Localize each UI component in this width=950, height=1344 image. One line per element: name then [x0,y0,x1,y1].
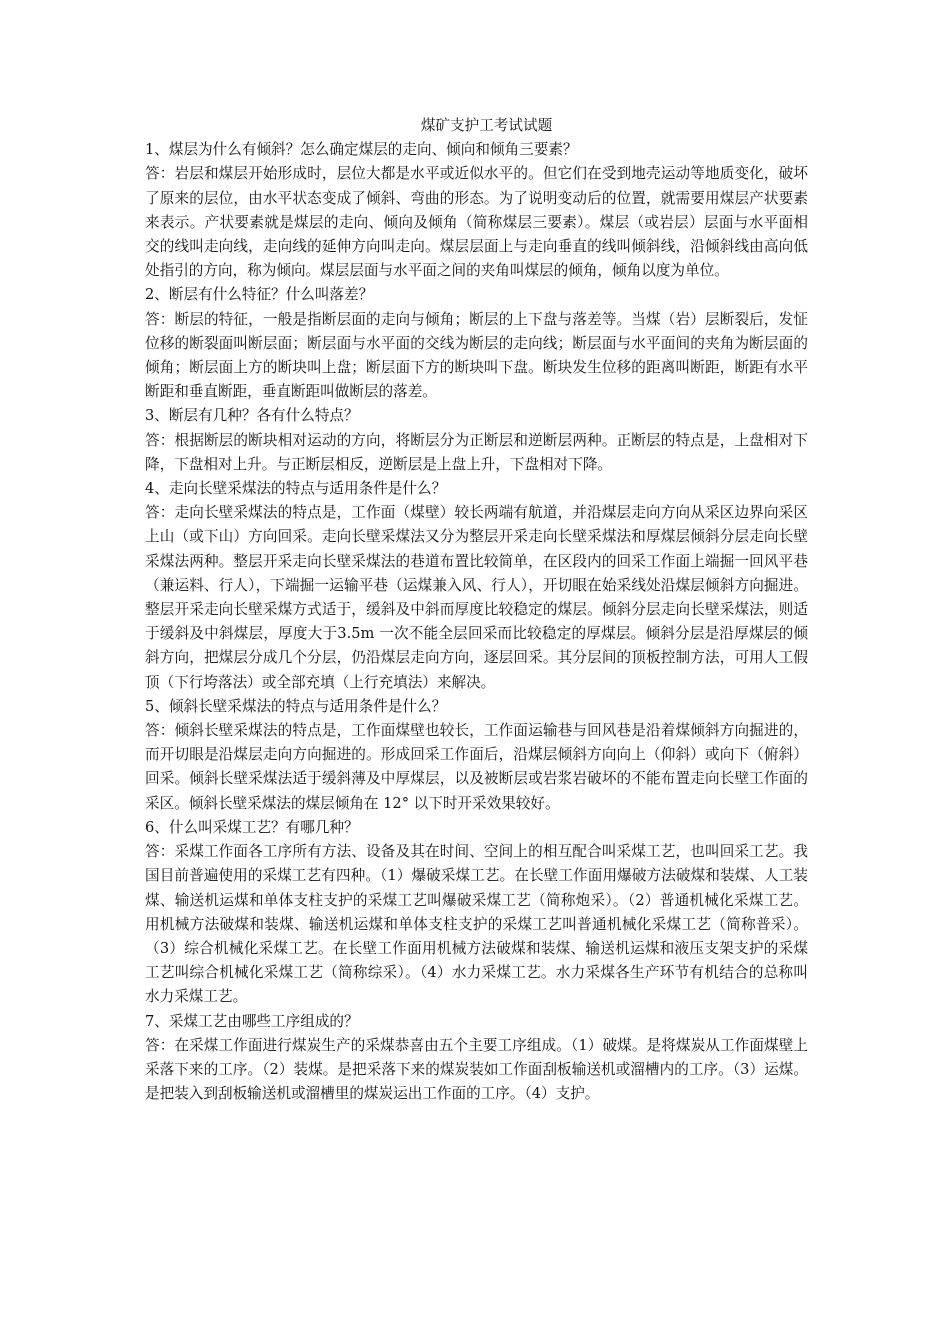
question-7: 7、采煤工艺由哪些工序组成的？ [145,1012,359,1030]
answer-5: 答：倾斜长壁采煤法的特点是，工作面煤壁也较长，工作面运输巷与回风巷是沿着煤倾斜方向掘进的，而开切眼是沿煤层走向方向掘进的。形成回采工作面后，沿煤层倾斜方向向上（仰斜）或向下（俯斜）回采。倾斜长壁采煤法适于缓斜薄及中厚煤层，以及被断层或岩浆岩破坏的不能布置走向长壁工作面的采区。倾斜长壁采煤法的煤层倾角在 12° 以下时开采效果较好。 [145,722,808,812]
question-5: 5、倾斜长壁采煤法的特点与适用条件是什么？ [145,697,447,715]
question-3: 3、断层有几种？各有什么特点？ [145,407,359,425]
answer-7: 答：在采煤工作面进行煤炭生产的采煤恭喜由五个主要工序组成。（1）破煤。是将煤炭从工作面煤壁上采落下来的工序。（2）装煤。是把采落下来的煤炭装如工作面刮板输送机或溜槽内的工序。（3）运煤。是把装入到刮板输送机或溜槽里的煤炭运出工作面的工序。（4）支护。 [145,1036,808,1103]
question-2: 2、断层有什么特征？什么叫落差？ [145,286,374,304]
question-6: 6、什么叫采煤工艺？有哪几种？ [145,818,359,836]
question-1: 1、煤层为什么有倾斜？怎么确定煤层的走向、倾向和倾角三要素？ [145,141,578,159]
answer-2: 答：断层的特征，一般是指断层面的走向与倾角；断层的上下盘与落差等。当煤（岩）层断裂后，发怔位移的断裂面叫断层面；断层面与水平面的交线为断层的走向线；断层面与水平面间的夹角为断层面的倾角；断层面上方的断块叫上盘；断层面下方的断块叫下盘。断块发生位移的距离叫断距，断距有水平断距和垂直断距，垂直断距叫做断层的落差。 [145,310,808,401]
question-4: 4、走向长壁采煤法的特点与适用条件是什么？ [145,480,447,498]
answer-1: 答：岩层和煤层开始形成时，层位大都是水平或近似水平的。但它们在受到地壳运动等地质变化，破坏了原来的层位，由水平状态变成了倾斜、弯曲的形态。为了说明变动后的位置，就需要用煤层产状要素来表示。产状要素就是煤层的走向、倾向及倾角（简称煤层三要素）。煤层（或岩层）层面与水平面相交的线叫走向线，走向线的延伸方向叫走向。煤层层面上与走向垂直的线叫倾斜线，沿倾斜线由高向低处指引的方向，称为倾向。煤层层面与水平面之间的夹角叫煤层的倾角，倾角以度为单位。 [145,165,808,280]
document-page [145,114,808,1106]
answer-6: 答：采煤工作面各工序所有方法、设备及其在时间、空间上的相互配合叫采煤工艺，也叫回采工艺。我国目前普遍使用的采煤工艺有四种。（1）爆破采煤工艺。在长壁工作面用爆破方法破煤和装煤、人工装煤、输送机运煤和单体支柱支护的采煤工艺叫爆破采煤工艺（简称炮采）。（2）普通机械化采煤工艺。用机械方法破煤和装煤、输送机运煤和单体支柱支护的采煤工艺叫普通机械化采煤工艺（简称普采）。（3）综合机械化采煤工艺。在长壁工作面用机械方法破煤和装煤、输送机运煤和液压支架支护的采煤工艺叫综合机械化采煤工艺（简称综采）。（4）水力采煤工艺。水力采煤各生产环节有机结合的总称叫水力采煤工艺。 [145,843,808,1006]
answer-3: 答：根据断层的断块相对运动的方向，将断层分为正断层和逆断层两种。正断层的特点是，上盘相对下降，下盘相对上升。与正断层相反，逆断层是上盘上升，下盘相对下降。 [145,431,808,473]
document-title: 煤矿支护工考试试题 [420,117,553,134]
answer-4: 答：走向长壁采煤法的特点是，工作面（煤壁）较长两端有航道，并沿煤层走向方向从采区边界向采区上山（或下山）方向回采。走向长壁采煤法又分为整层开采走向长壁采煤法和厚煤层倾斜分层走向长壁采煤法两种。整层开采走向长壁采煤法的巷道布置比较简单，在区段内的回采工作面上端掘一回风平巷（兼运料、行人），下端掘一运输平巷（运煤兼入风、行人），开切眼在始采线处沿煤层倾斜方向掘进。整层开采走向长壁采煤方式适于，缓斜及中斜而厚度比较稳定的煤层。倾斜分层走向长壁采煤法，则适于缓斜及中斜煤层，厚度大于3.5m 一次不能全层回采而比较稳定的厚煤层。倾斜分层是沿厚煤层的倾斜方向，把煤层分成几个分层，仍沿煤层走向方向，逐层回采。其分层间的顶板控制方法，可用人工假顶（下行垮落法）或全部充填（上行充填法）来解决。 [145,504,808,691]
